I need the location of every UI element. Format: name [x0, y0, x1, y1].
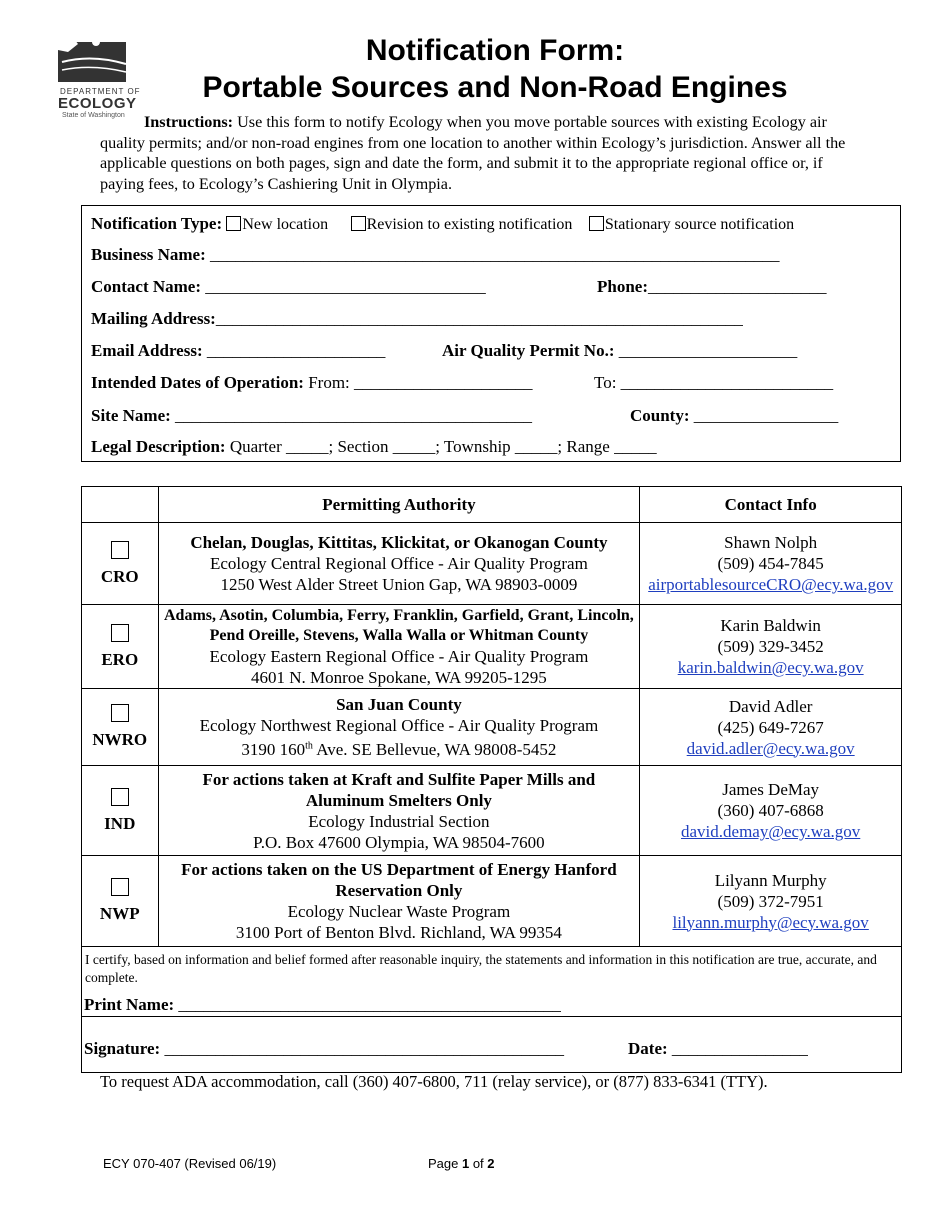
region-code: NWP — [99, 904, 140, 923]
office-name: Ecology Nuclear Waste Program — [287, 902, 511, 921]
mailing-address-row — [91, 309, 743, 329]
contact-person: Karin Baldwin — [720, 616, 821, 635]
contact-person: Shawn Nolph — [724, 533, 818, 552]
to-field[interactable]: _________________________ — [620, 373, 834, 392]
ero-checkbox[interactable] — [111, 624, 129, 642]
logo-department-text: DEPARTMENT OF — [60, 87, 141, 96]
date-field[interactable]: ________________ — [671, 1039, 808, 1058]
ind-checkbox[interactable] — [111, 788, 129, 806]
legal-description-fields[interactable]: Quarter _____; Section _____; Township _____; Range _____ — [229, 437, 657, 456]
nwro-checkbox[interactable] — [111, 704, 129, 722]
from-field[interactable]: _____________________ — [354, 373, 533, 392]
table-header-row — [82, 487, 902, 523]
page-number — [428, 1156, 495, 1171]
page-title-line1: Notification Form: — [365, 34, 625, 67]
office-address: 1250 West Alder Street Union Gap, WA 98903-0009 — [220, 575, 578, 594]
contact-person: Lilyann Murphy — [714, 870, 827, 890]
region-code: ERO — [101, 649, 139, 669]
header-permitting-authority: Permitting Authority — [158, 487, 640, 523]
contact-email-link[interactable]: karin.baldwin@ecy.wa.gov — [677, 658, 864, 677]
phone-field[interactable]: _____________________ — [648, 277, 827, 296]
stationary-label: Stationary source notification — [604, 216, 795, 233]
instructions-label: Instructions: — [144, 113, 234, 131]
instructions-text: Use this form to notify Ecology when you move portable sources with existing Ecology air quality permits; and/or non-road engines from one location to another within Ecology’s jurisdiction. Answer all the applicable questions on both pages, sign and date the form, and submit it to the appropriate regional office or, if paying fees, to Ecology’s Cashiering Unit in Olympia. — [100, 113, 846, 193]
county-row — [630, 406, 838, 426]
region-counties: Chelan, Douglas, Kittitas, Klickitat, or Okanogan County — [190, 533, 608, 552]
permit-label: Air Quality Permit No.: — [442, 341, 615, 360]
dates-row — [91, 373, 533, 393]
table-row — [82, 523, 902, 605]
revision-checkbox[interactable] — [351, 216, 366, 231]
office-name: Ecology Eastern Regional Office - Air Quality Program — [209, 646, 589, 666]
permit-row — [442, 341, 797, 361]
contact-phone: (509) 372-7951 — [717, 891, 824, 911]
page-title-line2: Portable Sources and Non-Road Engines — [202, 71, 788, 104]
certification-text: I certify, based on information and belief formed after reasonable inquiry, the statements and information in this notification are true, accurate, and complete. — [85, 952, 877, 985]
business-name-field[interactable]: ___________________________________________________________________ — [210, 245, 780, 264]
certification-section — [81, 947, 902, 1073]
ecology-logo — [56, 34, 141, 122]
cro-checkbox[interactable] — [111, 541, 129, 559]
office-address: 4601 N. Monroe Spokane, WA 99205-1295 — [251, 667, 547, 687]
contact-email-link[interactable]: david.adler@ecy.wa.gov — [686, 738, 855, 758]
region-code: CRO — [100, 566, 139, 586]
mailing-address-label: Mailing Address: — [91, 309, 216, 328]
signature-row — [84, 1039, 564, 1059]
table-row — [82, 766, 902, 856]
signature-label: Signature: — [84, 1039, 161, 1058]
signature-field[interactable]: _______________________________________________ — [164, 1039, 564, 1058]
county-field[interactable]: _________________ — [693, 406, 839, 425]
page-current: 1 — [461, 1156, 470, 1171]
header-empty — [82, 487, 159, 523]
notification-type-row — [91, 214, 794, 234]
print-name-field[interactable]: _____________________________________________ — [178, 995, 561, 1014]
stationary-checkbox[interactable] — [589, 216, 604, 231]
phone-label: Phone: — [597, 277, 648, 296]
office-address-part: Ave. SE Bellevue, WA 98008-5452 — [312, 740, 557, 760]
region-counties: For actions taken on the US Department of Energy Hanford Reservation Only — [181, 860, 617, 900]
table-row — [82, 689, 902, 766]
table-row — [82, 605, 902, 689]
header-contact-info: Contact Info — [640, 487, 902, 523]
email-row — [91, 341, 385, 361]
region-counties: For actions taken at Kraft and Sulfite Paper Mills and Aluminum Smelters Only — [202, 769, 596, 810]
date-row — [628, 1039, 808, 1059]
office-address: 3100 Port of Benton Blvd. Richland, WA 99354 — [235, 923, 562, 942]
business-name-row — [91, 245, 780, 265]
office-address-part: 3190 160 — [241, 740, 306, 760]
legal-description-row — [91, 437, 657, 457]
print-name-label: Print Name: — [84, 995, 175, 1014]
new-location-label: New location — [242, 216, 329, 233]
site-name-row — [91, 406, 532, 426]
page-prefix: Page — [428, 1156, 462, 1171]
office-name: Ecology Northwest Regional Office - Air Quality Program — [199, 715, 599, 735]
contact-email-link[interactable]: david.demay@ecy.wa.gov — [681, 822, 861, 841]
divider — [82, 1016, 901, 1017]
contact-phone: (509) 454-7845 — [717, 554, 824, 573]
region-code: IND — [104, 813, 136, 833]
to-label: To: — [594, 373, 617, 392]
notification-type-label: Notification Type: — [91, 214, 223, 233]
office-address — [241, 740, 556, 759]
ada-notice: To request ADA accommodation, call (360) 407-6800, 711 (relay service), or (877) 833-6341 (TTY). — [100, 1072, 768, 1091]
office-name: Ecology Industrial Section — [308, 811, 490, 831]
email-field[interactable]: _____________________ — [206, 341, 386, 360]
instructions — [100, 112, 860, 194]
email-label: Email Address: — [91, 341, 203, 360]
region-counties: Adams, Asotin, Columbia, Ferry, Franklin, Garfield, Grant, Lincoln, Pend Oreille, Stevens, Walla Walla or Whitman County — [164, 606, 634, 644]
phone-row — [597, 277, 827, 297]
contact-name-row — [91, 277, 486, 297]
region-code: NWRO — [92, 730, 148, 749]
region-counties: San Juan County — [336, 694, 462, 714]
contact-person: James DeMay — [722, 780, 820, 799]
page-of: of — [469, 1156, 488, 1171]
contact-email-link[interactable]: lilyann.murphy@ecy.wa.gov — [672, 912, 869, 932]
date-label: Date: — [628, 1039, 668, 1058]
form-id: ECY 070-407 (Revised 06/19) — [103, 1156, 277, 1171]
site-name-label: Site Name: — [91, 406, 171, 425]
county-label: County: — [630, 406, 690, 425]
print-name-row — [84, 995, 561, 1015]
business-name-label: Business Name: — [91, 245, 206, 264]
nwp-checkbox[interactable] — [111, 878, 129, 896]
logo-ecology-text: ECOLOGY — [58, 95, 137, 112]
new-location-checkbox[interactable] — [226, 216, 241, 231]
dates-label: Intended Dates of Operation: — [91, 373, 304, 392]
permitting-authority-table — [81, 486, 902, 947]
contact-name-field[interactable]: _________________________________ — [205, 277, 486, 296]
contact-phone: (360) 407-6868 — [717, 801, 824, 820]
contact-phone: (425) 649-7267 — [717, 717, 824, 737]
washington-state-map-icon — [56, 34, 128, 86]
office-address: P.O. Box 47600 Olympia, WA 98504-7600 — [253, 832, 545, 852]
contact-phone: (509) 329-3452 — [717, 637, 824, 656]
contact-info-section — [81, 205, 901, 462]
site-name-field[interactable]: __________________________________________ — [175, 406, 533, 425]
mailing-address-field[interactable]: ______________________________________________________________ — [215, 309, 743, 328]
page-total: 2 — [487, 1156, 495, 1171]
office-name: Ecology Central Regional Office - Air Quality Program — [209, 554, 588, 573]
to-row — [594, 373, 833, 393]
permit-field[interactable]: _____________________ — [618, 341, 798, 360]
logo-state-text: State of Washington — [62, 112, 125, 119]
contact-email-link[interactable]: airportablesourceCRO@ecy.wa.gov — [648, 575, 894, 594]
contact-name-label: Contact Name: — [91, 277, 201, 296]
table-row — [82, 856, 902, 947]
from-label: From: — [308, 373, 350, 392]
revision-label: Revision to existing notification — [366, 216, 573, 233]
contact-person: David Adler — [728, 696, 813, 716]
legal-description-label: Legal Description: — [91, 437, 226, 456]
office-address-sup: th — [305, 740, 313, 752]
